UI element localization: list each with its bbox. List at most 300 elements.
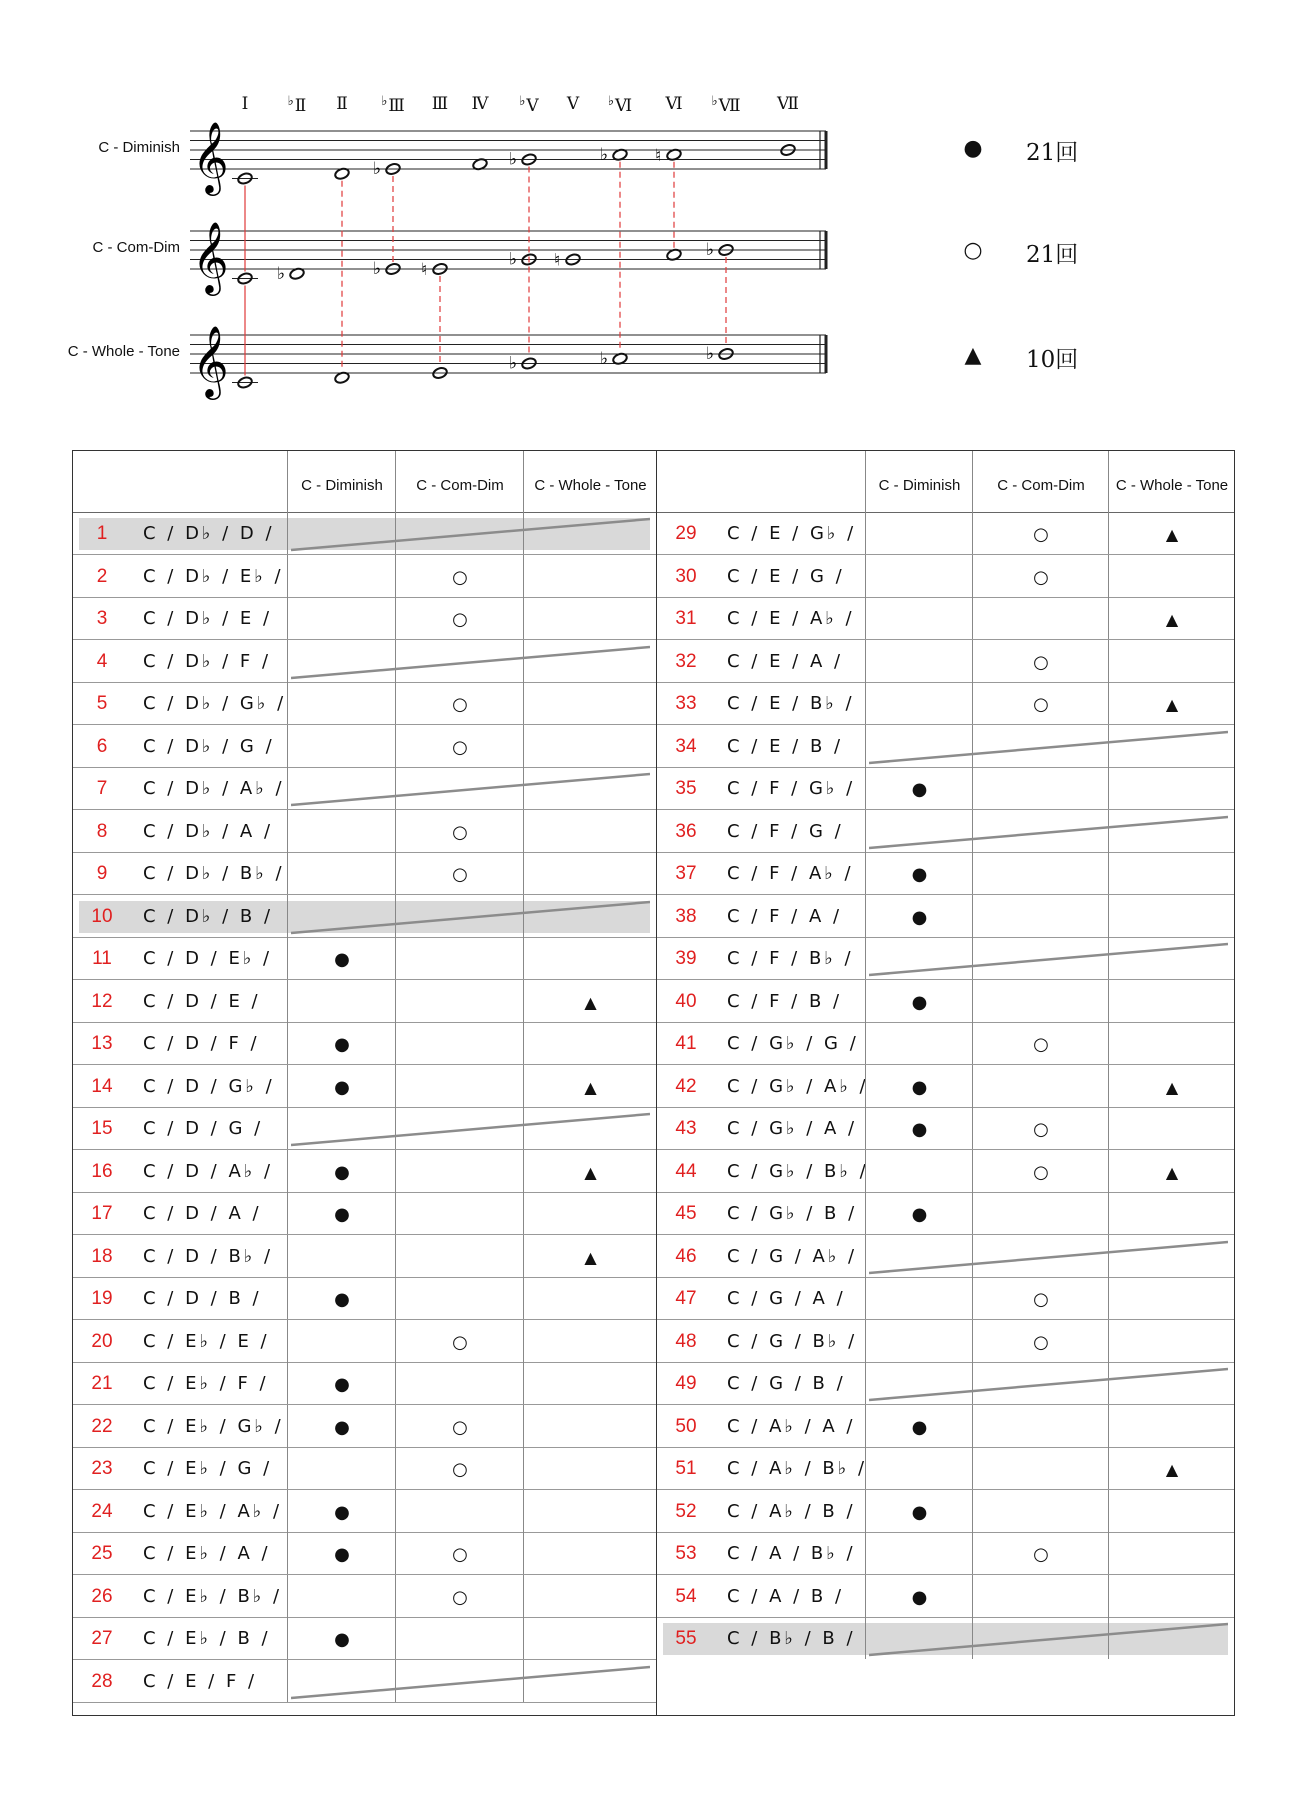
- scale-cell-comdim: [972, 980, 1109, 1022]
- legend-symbol: ●: [963, 136, 983, 161]
- mark-wt: ▲: [584, 1247, 597, 1267]
- table-row: [657, 1150, 1234, 1193]
- table-row: [657, 1490, 1234, 1533]
- note-combination: C / F / A♭ /: [727, 863, 854, 884]
- note-combination: C / G / B♭ /: [727, 1330, 858, 1352]
- row-number: 51: [675, 1458, 697, 1479]
- table-right-half: [657, 451, 1234, 1715]
- mark-wt: ▲: [1165, 1077, 1179, 1097]
- degree-numeral: Ⅱ: [336, 94, 348, 114]
- table-row: [73, 1235, 656, 1278]
- slash-line: [291, 774, 650, 805]
- mark-dim: ●: [911, 1586, 928, 1608]
- mark-comdim: ○: [452, 821, 468, 843]
- table-row: [73, 1362, 656, 1405]
- scale-cell-comdim: [395, 1617, 524, 1659]
- flat-accidental: ♭: [600, 144, 609, 165]
- scale-cell-wt: [523, 1617, 657, 1659]
- row-number: 3: [96, 608, 108, 629]
- table-row: [73, 725, 656, 768]
- scale-cell-dim: [865, 852, 973, 894]
- scale-cell-dim: [865, 1192, 973, 1234]
- row-number: 18: [91, 1245, 113, 1267]
- mark-comdim: ○: [452, 1544, 468, 1565]
- mark-comdim: ○: [1033, 524, 1049, 545]
- table-row: [73, 852, 656, 895]
- column-header: C - Com-Dim: [972, 451, 1109, 512]
- mark-comdim: ○: [1033, 1161, 1049, 1183]
- scale-cell-dim: [287, 1490, 396, 1532]
- scale-cell-comdim: [972, 1490, 1109, 1532]
- note-combination: C / D♭ / E♭ /: [143, 565, 284, 587]
- note-combination: C / E♭ / B♭ /: [143, 1585, 283, 1607]
- row-number: 54: [675, 1585, 697, 1607]
- scale-cell-comdim: [395, 1065, 524, 1107]
- mark-dim: ●: [911, 991, 928, 1013]
- scale-cell-dim: [287, 1192, 396, 1234]
- degree-numeral: Ⅱ: [294, 96, 307, 116]
- table-row: [73, 1532, 656, 1575]
- scale-cell-comdim: [395, 1277, 524, 1319]
- table-row: [73, 640, 656, 683]
- scale-cell-comdim: [972, 895, 1109, 937]
- scale-cell-dim: [865, 1447, 973, 1489]
- table-row: [73, 895, 656, 938]
- mark-dim: ●: [911, 1119, 928, 1140]
- table-row: [73, 512, 656, 555]
- mark-dim: ●: [334, 1289, 350, 1310]
- scale-cell-comdim: [972, 1277, 1109, 1319]
- scale-cell-comdim: [395, 810, 524, 852]
- degree-label: [432, 94, 448, 114]
- scale-cell-comdim: [395, 682, 524, 724]
- mark-comdim: ○: [452, 1416, 468, 1438]
- scale-cell-comdim: [395, 1575, 524, 1617]
- mark-comdim: ○: [1033, 1034, 1049, 1055]
- degree-numeral: Ⅵ: [665, 94, 683, 114]
- mark-dim: ●: [911, 1501, 928, 1523]
- legend-count: 21回: [1026, 140, 1079, 166]
- scale-cell-comdim: [395, 980, 524, 1022]
- scale-cell-wt: [523, 1532, 657, 1574]
- slash-line: [291, 1667, 650, 1698]
- scale-cell-wt: [1108, 1107, 1235, 1149]
- note-combination: C / A / B♭ /: [727, 1543, 856, 1564]
- table-row: [73, 1617, 656, 1660]
- mark-comdim: ○: [1033, 694, 1049, 715]
- treble-clef-icon: 𝄞: [192, 120, 229, 193]
- flat-sign: ♭: [711, 94, 718, 109]
- scale-cell-dim: [865, 1022, 973, 1064]
- scale-cell-comdim: [972, 1065, 1109, 1107]
- scale-cell-comdim: [395, 1490, 524, 1532]
- table-row: [73, 1277, 656, 1320]
- scale-cell-dim: [287, 810, 396, 852]
- row-number: 5: [96, 693, 108, 714]
- table-row: [657, 1192, 1234, 1235]
- row-number: 50: [675, 1415, 697, 1437]
- scale-cell-wt: [523, 1192, 657, 1234]
- scale-cell-wt: [523, 597, 657, 639]
- not-applicable-slash: [291, 512, 650, 555]
- note-combination: C / E / G /: [727, 565, 845, 587]
- degree-numeral: Ⅳ: [471, 94, 489, 114]
- table-row: [657, 767, 1234, 810]
- table-row: [73, 555, 656, 598]
- mark-dim: ●: [334, 1161, 350, 1183]
- scale-cell-wt: [523, 1575, 657, 1617]
- scale-cell-wt: [1108, 1150, 1235, 1192]
- note-combination: C / D♭ / B /: [143, 905, 274, 927]
- row-number: 2: [96, 565, 108, 587]
- scale-cell-dim: [287, 1320, 396, 1362]
- table-row: [73, 937, 656, 980]
- table-row: [657, 980, 1234, 1023]
- scale-cell-dim: [865, 1107, 973, 1149]
- note-combination: C / G♭ / B /: [727, 1203, 858, 1224]
- row-number: 40: [675, 990, 697, 1012]
- natural-accidental: ♮: [421, 260, 428, 280]
- scale-cell-comdim: [972, 640, 1109, 682]
- scale-cell-wt: [1108, 1320, 1235, 1362]
- note-combination: C / E / G♭ /: [727, 523, 857, 544]
- scale-cell-wt: [523, 1150, 657, 1192]
- scale-cell-dim: [865, 640, 973, 682]
- mark-comdim: ○: [452, 1331, 468, 1353]
- table-row: [657, 1447, 1234, 1490]
- row-number: 27: [91, 1628, 113, 1649]
- scale-cell-dim: [865, 512, 973, 554]
- row-number: 9: [96, 863, 108, 884]
- mark-wt: ▲: [584, 1162, 597, 1182]
- scale-cell-comdim: [972, 1022, 1109, 1064]
- scale-cell-dim: [865, 682, 973, 724]
- note-combination: C / D♭ / E /: [143, 608, 273, 629]
- scale-cell-dim: [287, 725, 396, 767]
- row-number: 36: [675, 820, 697, 842]
- row-number: 15: [91, 1118, 113, 1139]
- row-number: 23: [91, 1458, 113, 1479]
- row-number: 39: [675, 948, 697, 969]
- note-combination: C / D♭ / G /: [143, 735, 275, 757]
- flat-accidental: ♭: [600, 348, 609, 369]
- note-combination: C / E♭ / B /: [143, 1628, 271, 1649]
- slash-line: [869, 817, 1228, 848]
- row-number: 7: [96, 778, 108, 799]
- staff-name: C - Com-Dim: [92, 239, 180, 256]
- scale-cell-comdim: [395, 1022, 524, 1064]
- table-row: [73, 1405, 656, 1448]
- table-row: [657, 1107, 1234, 1150]
- row-number: 44: [675, 1160, 697, 1182]
- scale-cell-dim: [287, 1447, 396, 1489]
- note-combination: C / G♭ / G /: [727, 1033, 859, 1054]
- scale-cell-wt: [523, 682, 657, 724]
- scale-cell-wt: [1108, 1192, 1235, 1234]
- note-combination: C / D / E /: [143, 990, 261, 1012]
- mark-wt: ▲: [1165, 1460, 1179, 1479]
- slash-line: [869, 1369, 1228, 1400]
- scale-cell-dim: [287, 1362, 396, 1404]
- degree-label: [777, 94, 799, 114]
- table-row: [657, 597, 1234, 640]
- table-row: [73, 810, 656, 853]
- row-number: 19: [91, 1288, 113, 1309]
- scale-cell-wt: [1108, 597, 1235, 639]
- note-combination: C / E / B♭ /: [727, 693, 855, 714]
- row-number: 20: [91, 1330, 113, 1352]
- table-row: [73, 1447, 656, 1490]
- scale-cell-wt: [1108, 512, 1235, 554]
- staff: [190, 324, 826, 400]
- note-combination: C / D♭ / D /: [143, 523, 275, 544]
- not-applicable-slash: [291, 1107, 650, 1150]
- mark-comdim: ○: [1033, 651, 1049, 673]
- row-number: 37: [675, 863, 697, 884]
- slash-line: [869, 1624, 1228, 1655]
- mark-comdim: ○: [1033, 1331, 1049, 1353]
- table-row: [657, 1235, 1234, 1278]
- legend-count: 21回: [1026, 242, 1079, 268]
- mark-dim: ●: [334, 1374, 350, 1395]
- note-combination: C / E♭ / A♭ /: [143, 1500, 283, 1522]
- scale-cell-dim: [865, 1065, 973, 1107]
- flat-accidental: ♭: [706, 344, 715, 364]
- scale-cell-wt: [523, 555, 657, 597]
- table-row: [73, 1490, 656, 1533]
- mark-comdim: ○: [452, 609, 468, 630]
- row-number: 34: [675, 735, 697, 757]
- scale-cell-comdim: [972, 1192, 1109, 1234]
- not-applicable-slash: [869, 1235, 1228, 1278]
- legend-count: 10回: [1026, 347, 1079, 373]
- slash-line: [291, 902, 650, 933]
- note-combination: C / B♭ / B /: [727, 1628, 856, 1649]
- table-row: [73, 1192, 656, 1235]
- mark-dim: ●: [334, 1501, 350, 1523]
- row-number: 25: [91, 1543, 113, 1564]
- natural-accidental: ♮: [554, 250, 561, 271]
- degree-label: [567, 94, 579, 114]
- note-combination: C / E♭ / A /: [143, 1543, 271, 1564]
- row-number: 1: [96, 523, 108, 544]
- scale-cell-comdim: [972, 1107, 1109, 1149]
- scale-cell-comdim: [972, 1575, 1109, 1617]
- row-number: 6: [96, 735, 108, 757]
- scale-cell-dim: [287, 1532, 396, 1574]
- scale-cell-wt: [523, 980, 657, 1022]
- scale-cell-dim: [287, 1022, 396, 1064]
- note-combination: C / A♭ / B♭ /: [727, 1458, 868, 1479]
- scale-staves: [0, 0, 1300, 430]
- row-number: 43: [675, 1118, 697, 1139]
- slash-line: [869, 944, 1228, 975]
- scale-cell-wt: [523, 1362, 657, 1404]
- flat-accidental: ♭: [509, 149, 518, 170]
- note-combination: C / E♭ / F /: [143, 1373, 269, 1394]
- scale-cell-wt: [523, 1320, 657, 1362]
- column-header: C - Whole - Tone: [1108, 451, 1235, 512]
- table-row: [657, 895, 1234, 938]
- row-number: 24: [91, 1500, 113, 1522]
- mark-dim: ●: [911, 779, 928, 800]
- flat-accidental: ♭: [509, 249, 518, 270]
- mark-dim: ●: [334, 1416, 350, 1438]
- row-number: 29: [675, 523, 697, 544]
- slash-line: [291, 519, 650, 550]
- note-combination: C / D / G♭ /: [143, 1075, 275, 1097]
- table-row: [73, 682, 656, 725]
- note-combination: C / F / B♭ /: [727, 948, 854, 969]
- note-combination: C / F / G /: [727, 820, 844, 842]
- row-number: 32: [675, 650, 697, 672]
- scale-cell-wt: [1108, 980, 1235, 1022]
- scale-cell-comdim: [395, 725, 524, 767]
- note-combination: C / F / A /: [727, 905, 843, 927]
- table-row: [73, 1660, 656, 1703]
- note-combination: C / E / F /: [143, 1670, 258, 1692]
- scale-cell-comdim: [972, 1405, 1109, 1447]
- scale-cell-dim: [865, 1405, 973, 1447]
- scale-cell-wt: [1108, 682, 1235, 724]
- staff: [190, 120, 826, 196]
- scale-cell-comdim: [395, 1192, 524, 1234]
- degree-numeral: Ⅲ: [388, 96, 405, 116]
- scale-cell-comdim: [972, 1532, 1109, 1574]
- note-combination: C / D / B♭ /: [143, 1245, 274, 1267]
- row-number: 42: [675, 1075, 697, 1097]
- row-number: 46: [675, 1245, 697, 1267]
- row-number: 45: [675, 1203, 697, 1224]
- note-combination: C / F / B /: [727, 990, 843, 1012]
- table-row: [73, 1022, 656, 1065]
- note-combination: C / D♭ / F /: [143, 650, 272, 672]
- mark-dim: ●: [334, 1204, 350, 1225]
- degree-numeral: Ⅴ: [566, 94, 580, 114]
- note-combination: C / F / G♭ /: [727, 778, 856, 799]
- scale-cell-comdim: [395, 1150, 524, 1192]
- scale-cell-dim: [287, 597, 396, 639]
- table-row: [657, 1617, 1234, 1660]
- scale-cell-dim: [865, 1532, 973, 1574]
- table-row: [73, 980, 656, 1023]
- scale-cell-wt: [1108, 852, 1235, 894]
- column-header: C - Diminish: [287, 451, 396, 512]
- note-combination: C / G / A♭ /: [727, 1245, 858, 1267]
- scale-cell-comdim: [972, 767, 1109, 809]
- row-number: 49: [675, 1373, 697, 1394]
- table-row: [73, 767, 656, 810]
- note-combination: C / G / A /: [727, 1288, 846, 1309]
- scale-cell-wt: [1108, 1447, 1235, 1489]
- note-combination: C / E♭ / G /: [143, 1458, 273, 1479]
- note-combination: C / G♭ / A /: [727, 1118, 858, 1139]
- note-combination: C / E / A♭ /: [727, 608, 855, 629]
- mark-dim: ●: [911, 1076, 928, 1098]
- note-combination: C / G♭ / B♭ /: [727, 1160, 869, 1182]
- scale-cell-comdim: [395, 852, 524, 894]
- scale-cell-dim: [865, 1490, 973, 1532]
- table-row: [657, 1065, 1234, 1108]
- row-number: 26: [91, 1585, 113, 1607]
- flat-accidental: ♭: [277, 263, 286, 284]
- scale-cell-comdim: [395, 937, 524, 979]
- row-number: 16: [91, 1160, 113, 1182]
- scale-cell-wt: [1108, 1490, 1235, 1532]
- scale-cell-wt: [1108, 1022, 1235, 1064]
- flat-accidental: ♭: [706, 240, 715, 260]
- scale-cell-dim: [287, 1065, 396, 1107]
- row-number: 30: [675, 565, 697, 587]
- row-number: 48: [675, 1330, 697, 1352]
- note-combination: C / D♭ / G♭ /: [143, 693, 287, 714]
- scale-cell-wt: [1108, 1065, 1235, 1107]
- row-number: 13: [91, 1033, 113, 1054]
- scale-cell-wt: [523, 810, 657, 852]
- scale-cell-wt: [1108, 895, 1235, 937]
- table-row: [657, 1022, 1234, 1065]
- scale-cell-dim: [865, 1320, 973, 1362]
- note-combination: C / E / B /: [727, 735, 844, 757]
- row-number: 8: [96, 820, 108, 842]
- degree-numeral: Ⅵ: [615, 96, 633, 116]
- degree-label: [472, 94, 489, 114]
- degree-label: [242, 94, 249, 114]
- scale-cell-comdim: [395, 1447, 524, 1489]
- row-number: 33: [675, 693, 697, 714]
- mark-wt: ▲: [1165, 695, 1179, 714]
- mark-wt: ▲: [584, 992, 597, 1012]
- column-header: C - Diminish: [865, 451, 973, 512]
- scale-cell-comdim: [972, 597, 1109, 639]
- treble-clef-icon: 𝄞: [192, 324, 229, 397]
- mark-dim: ●: [911, 864, 928, 885]
- degree-label: [608, 94, 632, 116]
- flat-sign: ♭: [519, 94, 526, 109]
- mark-comdim: ○: [452, 566, 468, 588]
- not-applicable-slash: [869, 1362, 1228, 1405]
- not-applicable-slash: [869, 1617, 1228, 1660]
- scale-cell-dim: [287, 852, 396, 894]
- scale-cell-dim: [287, 1405, 396, 1447]
- degree-numeral: Ⅲ: [431, 94, 449, 114]
- not-applicable-slash: [869, 937, 1228, 980]
- not-applicable-slash: [291, 640, 650, 683]
- mark-dim: ●: [911, 1416, 928, 1438]
- table-row: [657, 1362, 1234, 1405]
- scale-cell-wt: [523, 1405, 657, 1447]
- table-row: [657, 1575, 1234, 1618]
- mark-dim: ●: [334, 1544, 350, 1565]
- scale-cell-comdim: [972, 555, 1109, 597]
- degree-numeral: Ⅶ: [777, 94, 799, 114]
- mark-dim: ●: [334, 1034, 350, 1055]
- slash-line: [869, 732, 1228, 763]
- scale-cell-comdim: [972, 1150, 1109, 1192]
- row-number: 47: [675, 1288, 697, 1309]
- scale-cell-dim: [865, 597, 973, 639]
- table-row: [657, 852, 1234, 895]
- scale-cell-wt: [1108, 767, 1235, 809]
- scale-cell-dim: [865, 1575, 973, 1617]
- row-number: 22: [91, 1415, 113, 1437]
- treble-clef-icon: 𝄞: [192, 220, 229, 293]
- scale-cell-wt: [523, 937, 657, 979]
- row-number: 11: [92, 948, 112, 969]
- mark-comdim: ○: [1033, 566, 1049, 588]
- scale-cell-dim: [287, 980, 396, 1022]
- not-applicable-slash: [291, 767, 650, 810]
